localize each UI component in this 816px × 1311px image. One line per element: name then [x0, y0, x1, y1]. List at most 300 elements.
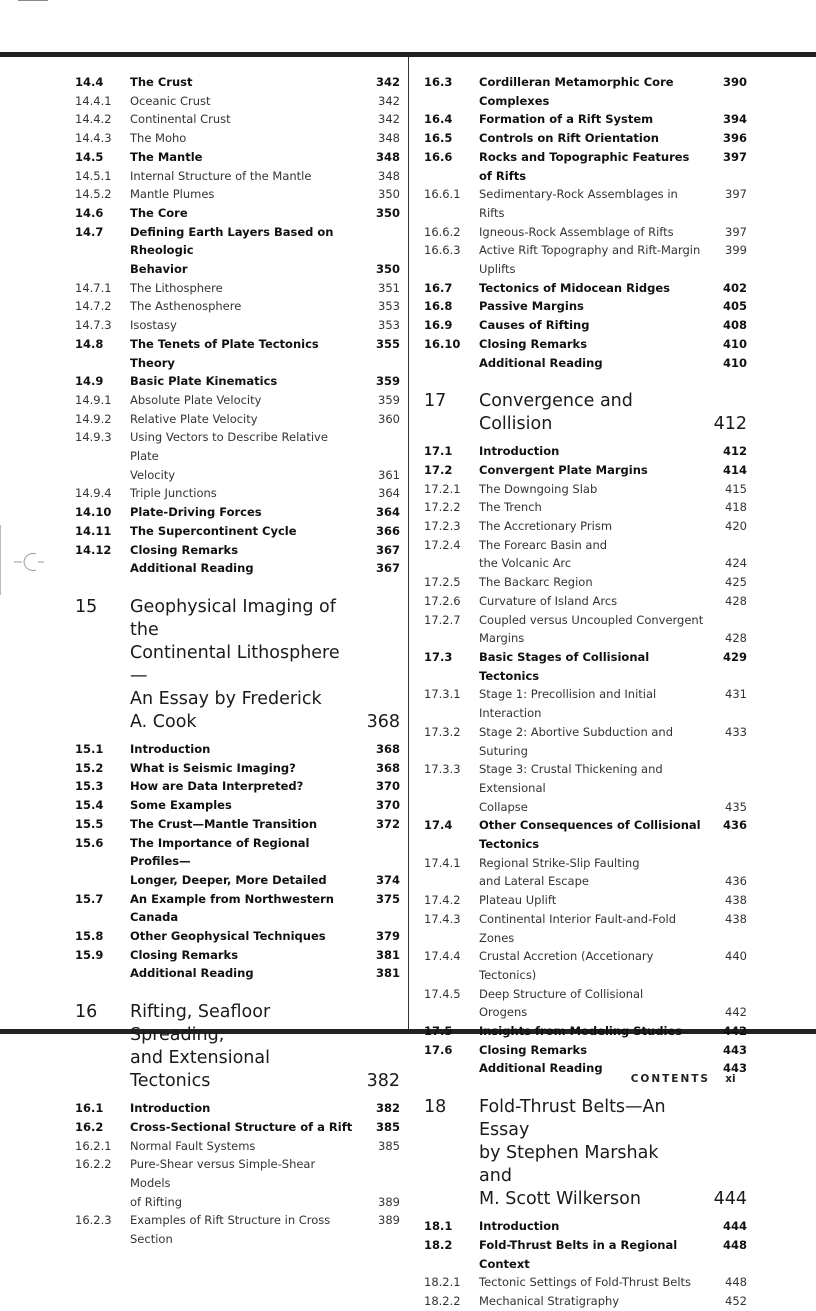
- section-title: Deep Structure of Collisional: [479, 986, 644, 1001]
- section-page-number: 444: [722, 1219, 747, 1234]
- section-number: 14.4.2: [75, 112, 112, 127]
- toc-entry: [75, 871, 400, 890]
- section-title: Additional Reading: [479, 1061, 603, 1076]
- section-page-number: 368: [375, 741, 400, 756]
- section-title: Collapse: [479, 799, 528, 814]
- section-title: The Backarc Region: [479, 575, 593, 590]
- toc-entry: [75, 890, 400, 927]
- section-number: 17.6: [424, 1042, 453, 1057]
- section-title: Basic Plate Kinematics: [130, 374, 278, 389]
- toc-entry: [424, 536, 747, 555]
- section-number: 17.4.1: [424, 855, 461, 870]
- section-page-number: 359: [378, 392, 400, 407]
- chapter-title-line: Rifting, Seafloor Spreading,: [130, 1002, 271, 1046]
- crop-mark-left: [0, 525, 1, 595]
- section-number: 14.9.2: [75, 411, 112, 426]
- section-number: 14.12: [75, 542, 112, 557]
- section-title: Cross-Sectional Structure of a Rift: [130, 1119, 353, 1134]
- section-page-number: 410: [722, 336, 747, 351]
- toc-entry: [424, 1217, 747, 1236]
- toc-entry: [424, 1292, 747, 1311]
- section-number: 17.3: [424, 649, 453, 664]
- section-page-number: 414: [722, 462, 747, 477]
- section-title: An Example from Northwestern Canada: [130, 891, 334, 925]
- section-number: 16.8: [424, 299, 453, 314]
- section-title: Additional Reading: [130, 966, 254, 981]
- section-page-number: 420: [725, 519, 747, 534]
- toc-entry: [75, 834, 400, 871]
- section-title: Plate-Driving Forces: [130, 505, 262, 520]
- toc-entry: [75, 927, 400, 946]
- section-number: 15.4: [75, 798, 104, 813]
- section-number: 17.3.2: [424, 724, 461, 739]
- section-number: 15.1: [75, 741, 104, 756]
- toc-entry: [75, 316, 400, 335]
- section-number: 14.11: [75, 523, 112, 538]
- section-number: 17.4.5: [424, 986, 461, 1001]
- section-title: Cordilleran Metamorphic Core Complexes: [479, 75, 674, 108]
- toc-entry: [424, 629, 747, 648]
- toc-entry: [424, 480, 747, 499]
- section-number: 17.3.1: [424, 687, 461, 702]
- toc-entry: [75, 1155, 400, 1192]
- section-title: Using Vectors to Describe Relative Plate: [130, 430, 328, 464]
- section-page-number: 397: [725, 224, 747, 239]
- toc-column-right: [424, 73, 747, 1311]
- section-page-number: 367: [375, 561, 400, 576]
- section-title: Triple Junctions: [130, 486, 217, 501]
- toc-entry: [75, 92, 400, 111]
- section-page-number: 448: [725, 1275, 747, 1290]
- section-title: The Importance of Regional Profiles—: [130, 835, 310, 869]
- section-number: 15.9: [75, 947, 104, 962]
- section-number: 17.4.4: [424, 949, 461, 964]
- section-title: Behavior: [130, 262, 188, 277]
- toc-entry: [75, 129, 400, 148]
- toc-entry: [75, 410, 400, 429]
- chapter-number: 17: [424, 391, 447, 412]
- section-page-number: 440: [725, 949, 747, 964]
- toc-entry: [75, 260, 400, 279]
- chapter-title: [130, 1001, 340, 1093]
- toc-entry: [424, 241, 747, 278]
- section-title: How are Data Interpreted?: [130, 779, 304, 794]
- section-number: 15.3: [75, 779, 104, 794]
- section-page-number: 428: [725, 593, 747, 608]
- section-page-number: 429: [722, 649, 747, 664]
- section-page-number: 399: [725, 243, 747, 258]
- section-title: Other Consequences of Collisional Tectonics: [479, 818, 701, 852]
- section-number: 16.2.2: [75, 1157, 112, 1172]
- section-page-number: 370: [375, 779, 400, 794]
- section-title: Introduction: [130, 741, 211, 756]
- section-number: 18.1: [424, 1219, 453, 1234]
- toc-entry: [75, 185, 400, 204]
- section-page-number: 436: [725, 874, 747, 889]
- toc-entry: [424, 947, 747, 984]
- section-page-number: 389: [378, 1194, 400, 1209]
- toc-entry: [75, 335, 400, 372]
- section-title: Stage 1: Precollision and Initial Interaction: [479, 687, 657, 721]
- toc-entry: [75, 815, 400, 834]
- section-number: 15.5: [75, 816, 104, 831]
- section-number: 14.4.3: [75, 131, 112, 146]
- section-title: Velocity: [130, 467, 176, 482]
- section-page-number: 431: [725, 687, 747, 702]
- chapter-title-line: by Stephen Marshak and: [479, 1143, 659, 1187]
- toc-entry: [75, 391, 400, 410]
- toc-entry: [75, 796, 400, 815]
- page-number: xi: [725, 1073, 736, 1085]
- chapter-title: [479, 390, 687, 436]
- section-page-number: 405: [722, 299, 747, 314]
- section-page-number: 350: [375, 262, 400, 277]
- section-page-number: 374: [375, 872, 400, 887]
- section-title: The Mantle: [130, 149, 203, 164]
- section-title: Plateau Uplift: [479, 893, 557, 908]
- section-page-number: 389: [378, 1213, 400, 1228]
- section-page-number: 359: [375, 374, 400, 389]
- section-title: The Forearc Basin and: [479, 537, 608, 552]
- section-number: 16.7: [424, 280, 453, 295]
- section-title: The Lithosphere: [130, 280, 223, 295]
- section-page-number: 443: [722, 1042, 747, 1057]
- section-number: 14.7.3: [75, 318, 112, 333]
- toc-entry: [75, 1193, 400, 1212]
- section-number: 17.4.3: [424, 911, 461, 926]
- section-title: Internal Structure of the Mantle: [130, 168, 312, 183]
- toc-entry: [424, 611, 747, 630]
- section-page-number: 379: [375, 929, 400, 944]
- section-number: 17.2.5: [424, 575, 461, 590]
- toc-entry: [75, 428, 400, 465]
- toc-entry: [75, 372, 400, 391]
- toc-entry: [75, 297, 400, 316]
- section-number: 14.5: [75, 149, 104, 164]
- section-number: 16.6.2: [424, 224, 461, 239]
- section-number: 16.1: [75, 1101, 104, 1116]
- section-title: Additional Reading: [479, 355, 603, 370]
- toc-entry: [424, 73, 747, 110]
- toc-entry: [75, 777, 400, 796]
- section-title: Causes of Rifting: [479, 318, 590, 333]
- section-number: 16.4: [424, 112, 453, 127]
- section-title: of Rifting: [130, 1194, 183, 1209]
- toc-column-left: [75, 73, 400, 1249]
- section-page-number: 438: [725, 893, 747, 908]
- toc-entry: [75, 148, 400, 167]
- section-page-number: 375: [375, 891, 400, 906]
- toc-entry: [424, 1236, 747, 1273]
- section-title: Examples of Rift Structure in Cross Section: [130, 1213, 331, 1247]
- section-number: 14.5.2: [75, 187, 112, 202]
- toc-entry: [424, 798, 747, 817]
- toc-entry: [424, 910, 747, 947]
- chapter-heading: [75, 596, 400, 734]
- running-head: CONTENTS: [630, 1073, 710, 1085]
- chapter-page-number: 382: [366, 1071, 400, 1092]
- toc-entry: [424, 816, 747, 853]
- section-page-number: 412: [722, 444, 747, 459]
- toc-entry: [424, 129, 747, 148]
- toc-entry: [75, 559, 400, 578]
- chapter-title-line: Continental Lithosphere—: [130, 642, 340, 686]
- section-number: 14.9: [75, 374, 104, 389]
- toc-entry: [424, 891, 747, 910]
- section-page-number: 368: [375, 760, 400, 775]
- section-page-number: 385: [375, 1119, 400, 1134]
- section-number: 15.8: [75, 929, 104, 944]
- section-page-number: 448: [722, 1237, 747, 1252]
- section-number: 17.2.3: [424, 519, 461, 534]
- section-title: Relative Plate Velocity: [130, 411, 258, 426]
- toc-entry: [75, 1211, 400, 1248]
- section-page-number: 442: [722, 1024, 747, 1039]
- section-title: Coupled versus Uncoupled Convergent: [479, 612, 704, 627]
- section-number: 16.2.1: [75, 1138, 112, 1153]
- section-number: 17.4.2: [424, 893, 461, 908]
- section-title: Igneous-Rock Assemblage of Rifts: [479, 224, 674, 239]
- section-title: Tectonic Settings of Fold-Thrust Belts: [479, 1275, 692, 1290]
- section-page-number: 364: [375, 505, 400, 520]
- section-page-number: 348: [375, 149, 400, 164]
- section-number: 17.2: [424, 462, 453, 477]
- section-number: 14.9.1: [75, 392, 112, 407]
- section-title: Curvature of Island Arcs: [479, 593, 618, 608]
- section-page-number: 350: [378, 187, 400, 202]
- chapter-heading: [424, 390, 747, 436]
- toc-entry: [75, 279, 400, 298]
- toc-entry: [75, 73, 400, 92]
- toc-entry: [424, 985, 747, 1004]
- section-page-number: 415: [725, 481, 747, 496]
- toc-entry: [75, 522, 400, 541]
- section-page-number: 394: [722, 112, 747, 127]
- toc-entry: [424, 648, 747, 685]
- section-number: 14.9.3: [75, 430, 112, 445]
- section-title: Some Examples: [130, 798, 232, 813]
- section-title: The Downgoing Slab: [479, 481, 598, 496]
- section-number: 16.2: [75, 1119, 104, 1134]
- chapter-title-line: Geophysical Imaging of the: [130, 596, 336, 640]
- toc-entry: [424, 573, 747, 592]
- section-title: Continental Crust: [130, 112, 231, 127]
- section-page-number: 361: [378, 467, 400, 482]
- section-page-number: 342: [378, 112, 400, 127]
- section-page-number: 370: [375, 798, 400, 813]
- toc-entry: [75, 740, 400, 759]
- toc-entry: [424, 1273, 747, 1292]
- toc-entry: [75, 503, 400, 522]
- section-number: 18.2.2: [424, 1293, 461, 1308]
- section-title: The Supercontinent Cycle: [130, 523, 297, 538]
- section-page-number: 402: [722, 280, 747, 295]
- section-title: Tectonics of Midocean Ridges: [479, 280, 671, 295]
- section-title: Passive Margins: [479, 299, 584, 314]
- toc-entry: [424, 185, 747, 222]
- section-page-number: 396: [722, 131, 747, 146]
- section-title: Continental Interior Fault-and-Fold Zones: [479, 911, 676, 945]
- section-page-number: 372: [375, 816, 400, 831]
- toc-entry: [75, 946, 400, 965]
- section-page-number: 385: [378, 1138, 400, 1153]
- section-number: 14.10: [75, 505, 112, 520]
- toc-entry: [75, 759, 400, 778]
- toc-entry: [424, 685, 747, 722]
- section-title: Rocks and Topographic Features of Rifts: [479, 149, 690, 183]
- chapter-heading: [424, 1096, 747, 1211]
- section-page-number: 443: [722, 1061, 747, 1076]
- chapter-heading: [75, 1001, 400, 1093]
- section-number: 15.2: [75, 760, 104, 775]
- chapter-page-number: 368: [366, 711, 400, 732]
- section-title: and Lateral Escape: [479, 874, 589, 889]
- section-title: The Moho: [130, 131, 187, 146]
- section-title: Introduction: [479, 444, 560, 459]
- section-page-number: 418: [725, 500, 747, 515]
- section-number: 14.8: [75, 336, 104, 351]
- chapter-number: 16: [75, 1002, 98, 1023]
- toc-entry: [75, 167, 400, 186]
- section-title: The Accretionary Prism: [479, 519, 613, 534]
- toc-entry: [424, 279, 747, 298]
- section-title: Insights from Modeling Studies: [479, 1024, 683, 1039]
- section-page-number: 436: [722, 818, 747, 833]
- section-title: the Volcanic Arc: [479, 556, 572, 571]
- section-title: The Asthenosphere: [130, 299, 242, 314]
- section-page-number: 428: [725, 631, 747, 646]
- section-number: 16.3: [424, 75, 453, 89]
- section-page-number: 342: [378, 93, 400, 108]
- section-page-number: 353: [378, 299, 400, 314]
- section-page-number: 408: [722, 318, 747, 333]
- chapter-title-line: Fold-Thrust Belts—An Essay: [479, 1097, 666, 1141]
- toc-entry: [75, 1137, 400, 1156]
- section-number: 16.10: [424, 336, 461, 351]
- chapter-title: [130, 596, 340, 734]
- section-page-number: 410: [722, 355, 747, 370]
- chapter-title-line: M. Scott Wilkerson: [479, 1189, 641, 1210]
- section-number: 16.6.1: [424, 187, 461, 202]
- section-title: The Crust—Mantle Transition: [130, 816, 318, 831]
- section-page-number: 381: [375, 947, 400, 962]
- section-title: Closing Remarks: [130, 542, 239, 557]
- section-number: 14.5.1: [75, 168, 112, 183]
- toc-entry: [75, 541, 400, 560]
- column-divider: [408, 57, 409, 1029]
- section-title: The Core: [130, 205, 188, 220]
- section-number: 14.9.4: [75, 486, 112, 501]
- section-title: Additional Reading: [130, 561, 254, 576]
- section-page-number: 351: [378, 280, 400, 295]
- section-title: Absolute Plate Velocity: [130, 392, 262, 407]
- toc-entry: [424, 148, 747, 185]
- section-page-number: 433: [725, 724, 747, 739]
- registration-mark-icon: [14, 551, 44, 573]
- section-number: 17.1: [424, 444, 453, 459]
- section-title: Stage 3: Crustal Thickening and Extensional: [479, 762, 663, 795]
- toc-entry: [424, 461, 747, 480]
- section-title: The Tenets of Plate Tectonics Theory: [130, 336, 319, 370]
- toc-entry: [424, 1022, 747, 1041]
- section-page-number: 353: [378, 318, 400, 333]
- section-title: Other Geophysical Techniques: [130, 929, 326, 944]
- toc-entry: [75, 110, 400, 129]
- section-page-number: 366: [375, 523, 400, 538]
- section-number: 17.4: [424, 818, 453, 833]
- section-page-number: 381: [375, 966, 400, 981]
- chapter-page-number: 444: [713, 1189, 747, 1210]
- section-title: Controls on Rift Orientation: [479, 131, 659, 146]
- toc-entry: [424, 498, 747, 517]
- section-page-number: 425: [725, 575, 747, 590]
- section-page-number: 382: [375, 1101, 400, 1116]
- toc-entry: [424, 554, 747, 573]
- section-title: Introduction: [130, 1101, 211, 1116]
- section-number: 15.6: [75, 835, 104, 850]
- section-number: 14.7: [75, 224, 104, 239]
- section-title: Margins: [479, 631, 525, 646]
- section-page-number: 348: [378, 131, 400, 146]
- section-title: Closing Remarks: [130, 947, 239, 962]
- toc-entry: [424, 316, 747, 335]
- toc-entry: [75, 484, 400, 503]
- section-number: 14.6: [75, 205, 104, 220]
- section-number: 14.4: [75, 75, 104, 89]
- chapter-title-line: Convergence and Collision: [479, 391, 633, 435]
- section-number: 17.2.4: [424, 537, 461, 552]
- section-page-number: 442: [725, 1005, 747, 1020]
- section-number: 15.7: [75, 891, 104, 906]
- section-number: 14.7.1: [75, 280, 112, 295]
- section-page-number: 348: [378, 168, 400, 183]
- toc-entry: [75, 964, 400, 983]
- section-page-number: 435: [725, 799, 747, 814]
- section-number: 18.2: [424, 1237, 453, 1252]
- section-title: The Crust: [130, 75, 193, 89]
- section-title: Normal Fault Systems: [130, 1138, 256, 1153]
- section-number: 16.6.3: [424, 243, 461, 258]
- toc-entry: [424, 723, 747, 760]
- section-title: Active Rift Topography and Rift-Margin Uplifts: [479, 243, 701, 277]
- chapter-page-number: 412: [713, 414, 747, 435]
- section-page-number: 397: [722, 149, 747, 164]
- section-page-number: 364: [378, 486, 400, 501]
- section-title: Crustal Accretion (Accetionary Tectonics): [479, 949, 654, 982]
- section-number: 17.2.1: [424, 481, 461, 496]
- section-number: 16.5: [424, 131, 453, 146]
- toc-entry: [75, 466, 400, 485]
- section-number: 16.6: [424, 149, 453, 164]
- section-number: 14.7.2: [75, 299, 112, 314]
- toc-entry: [424, 442, 747, 461]
- section-title: Mantle Plumes: [130, 187, 215, 202]
- section-page-number: 390: [722, 75, 747, 89]
- toc-entry: [424, 1003, 747, 1022]
- section-title: Regional Strike-Slip Faulting: [479, 855, 640, 870]
- section-number: 16.2.3: [75, 1213, 112, 1228]
- section-title: Closing Remarks: [479, 1042, 588, 1057]
- section-title: Introduction: [479, 1219, 560, 1234]
- section-title: Pure-Shear versus Simple-Shear Models: [130, 1157, 316, 1190]
- toc-entry: [424, 297, 747, 316]
- section-number: 17.3.3: [424, 762, 461, 777]
- toc-entry: [75, 1099, 400, 1118]
- section-page-number: 350: [375, 205, 400, 220]
- section-page-number: 360: [378, 411, 400, 426]
- chapter-number: 15: [75, 596, 98, 617]
- page-footer: [620, 1073, 740, 1085]
